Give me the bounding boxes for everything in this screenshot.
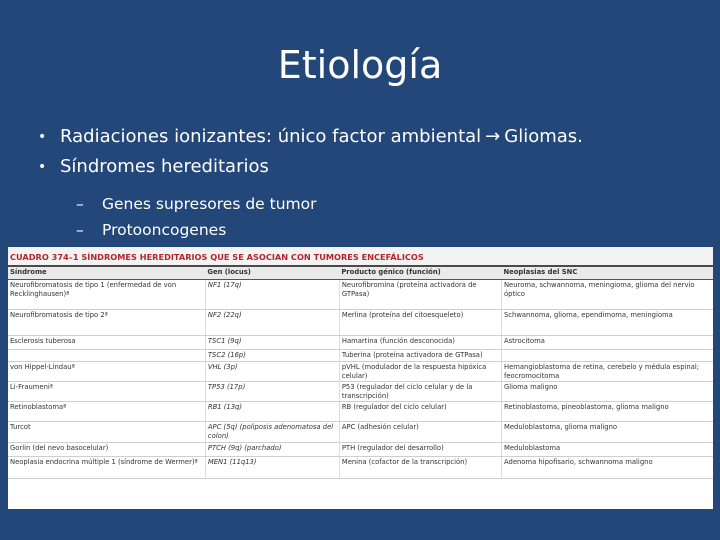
subbullet-text: Protooncogenes	[102, 221, 227, 239]
slide-title: Etiología	[277, 43, 443, 87]
cell-syndrome	[8, 350, 205, 362]
table-row	[8, 402, 713, 422]
table-row	[8, 382, 713, 402]
table-row	[8, 456, 713, 478]
cell-gene: TSC2 (16p)	[205, 350, 339, 362]
cell-neoplasms: Glioma maligno	[501, 382, 713, 402]
bullet-hereditary	[38, 152, 708, 182]
cell-syndrome: Neoplasia endocrina múltiple 1 (síndrome de Wermer)ª	[8, 456, 205, 478]
table-row	[8, 310, 713, 336]
bullet-radiation	[38, 122, 708, 152]
table-row	[8, 350, 713, 362]
bullet-dot: •	[38, 159, 47, 175]
cell-gene: PTCH (9q) (parchado)	[205, 442, 339, 456]
cell-product: Hamartina (función desconocida)	[339, 336, 501, 350]
cell-gene: MEN1 (11q13)	[205, 456, 339, 478]
table-row	[8, 442, 713, 456]
cell-neoplasms: Schwannoma, glioma, ependimoma, meningioma	[501, 310, 713, 336]
cell-neoplasms: Retinoblastoma, pineoblastoma, glioma maligno	[501, 402, 713, 422]
subbullet-tumor-suppressor	[76, 191, 708, 217]
cell-gene: TP53 (17p)	[205, 382, 339, 402]
cell-product: RB (regulador del ciclo celular)	[339, 402, 501, 422]
cell-syndrome: Esclerosis tuberosa	[8, 336, 205, 350]
table-row	[8, 422, 713, 442]
cell-syndrome: Turcot	[8, 422, 205, 442]
bullet-dot: •	[38, 129, 47, 145]
dash-glyph: –	[76, 221, 84, 239]
cell-gene: NF1 (17q)	[205, 280, 339, 310]
syndromes-table	[8, 267, 713, 479]
syndromes-table-image	[8, 247, 713, 509]
subbullet-protooncogenes	[76, 217, 708, 243]
cell-product: pVHL (modulador de la respuesta hipóxica celular)	[339, 362, 501, 382]
cell-gene: VHL (3p)	[205, 362, 339, 382]
cell-neoplasms: Hemangioblastoma de retina, cerebelo y médula espinal; feocromocitoma	[501, 362, 713, 382]
cell-product: Merlina (proteína del citoesqueleto)	[339, 310, 501, 336]
table-header-row	[8, 267, 713, 280]
header-product: Producto génico (función)	[339, 267, 501, 280]
cell-neoplasms: Astrocitoma	[501, 336, 713, 350]
cell-neoplasms: Neuroma, schwannoma, meningioma, glioma del nervio óptico	[501, 280, 713, 310]
cell-product: APC (adhesión celular)	[339, 422, 501, 442]
cell-gene: APC (5q) (poliposis adenomatosa del colon)	[205, 422, 339, 442]
bullet-text: Síndromes hereditarios	[60, 156, 269, 177]
cell-syndrome: Neurofibromatosis de tipo 1 (enfermedad de von Recklinghausen)ª	[8, 280, 205, 310]
cell-product: Menina (cofactor de la transcripción)	[339, 456, 501, 478]
bullet-list	[38, 122, 708, 243]
cell-product: Neurofibromina (proteína activadora de GTPasa)	[339, 280, 501, 310]
bullet-text-after: Gliomas.	[504, 126, 583, 147]
cell-gene: TSC1 (9q)	[205, 336, 339, 350]
cell-product: P53 (regulador del ciclo celular y de la transcripción)	[339, 382, 501, 402]
cell-neoplasms: Adenoma hipofisario, schwannoma maligno	[501, 456, 713, 478]
cell-syndrome: Gorlin (del nevo basocelular)	[8, 442, 205, 456]
header-gene: Gen (locus)	[205, 267, 339, 280]
cell-gene: RB1 (13q)	[205, 402, 339, 422]
cell-product: PTH (regulador del desarrollo)	[339, 442, 501, 456]
table-title: CUADRO 374–1 SÍNDROMES HEREDITARIOS QUE SE ASOCIAN CON TUMORES ENCEFÁLICOS	[8, 247, 713, 267]
table-row	[8, 336, 713, 350]
cell-syndrome: Neurofibromatosis de tipo 2ª	[8, 310, 205, 336]
bullet-text: Radiaciones ionizantes: único factor ambiental	[60, 126, 482, 147]
cell-syndrome: von Hippel-Lindauª	[8, 362, 205, 382]
cell-syndrome: Retinoblastomaª	[8, 402, 205, 422]
cell-neoplasms: Meduloblastoma, glioma maligno	[501, 422, 713, 442]
arrow-right-icon: →	[485, 126, 501, 147]
cell-neoplasms: Meduloblastoma	[501, 442, 713, 456]
header-neoplasms: Neoplasias del SNC	[501, 267, 713, 280]
cell-product: Tuberina (proteína activadora de GTPasa)	[339, 350, 501, 362]
cell-neoplasms	[501, 350, 713, 362]
cell-syndrome: Li-Fraumeniª	[8, 382, 205, 402]
dash-glyph: –	[76, 195, 84, 213]
header-syndrome: Síndrome	[8, 267, 205, 280]
subbullet-text: Genes supresores de tumor	[102, 195, 317, 213]
cell-gene: NF2 (22q)	[205, 310, 339, 336]
table-row	[8, 280, 713, 310]
table-row	[8, 362, 713, 382]
